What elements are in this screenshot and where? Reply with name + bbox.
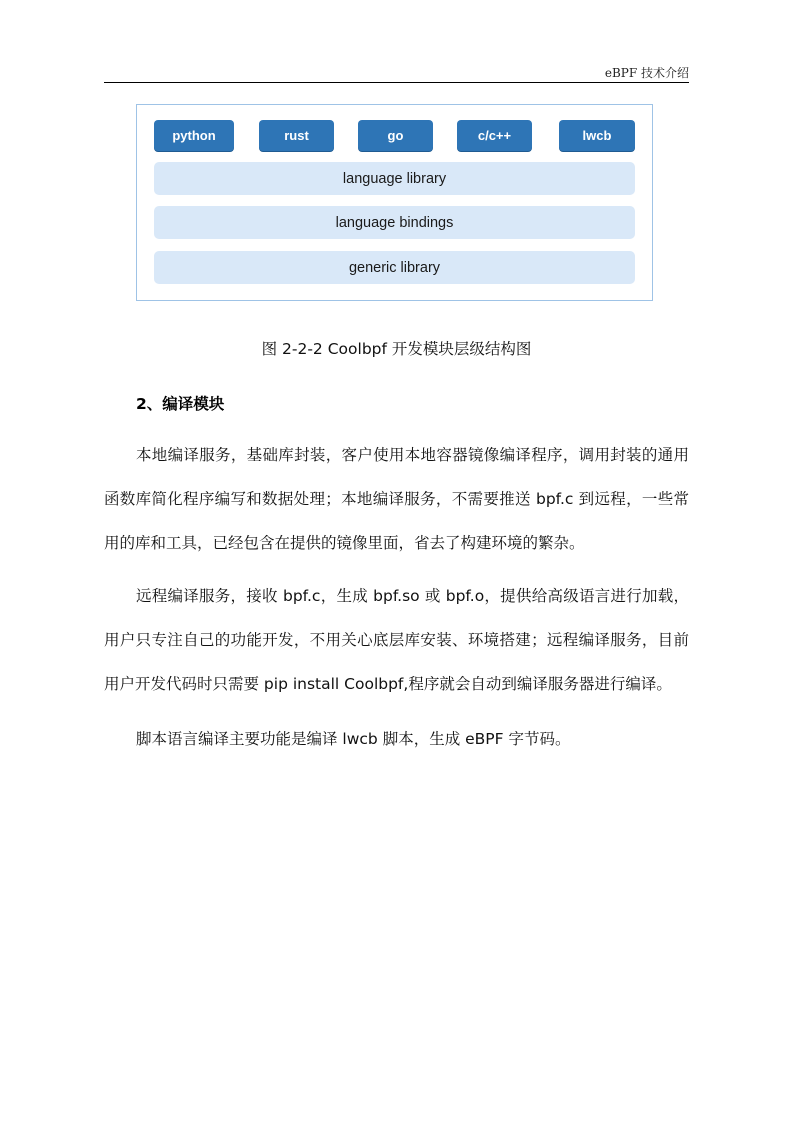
paragraph-local-compile: 本地编译服务，基础库封装，客户使用本地容器镜像编译程序，调用封装的通用函数库简化程序编写和数据处理；本地编译服务，不需要推送 bpf.c 到远程，一些常用的库和工具，已经包含在提供的镜像里面，省去了构建环境的繁杂。 (104, 446, 689, 552)
layer-language-library: language library (154, 162, 635, 195)
paragraph-script-compile: 脚本语言编译主要功能是编译 lwcb 脚本，生成 eBPF 字节码。 (136, 730, 571, 748)
header-divider (104, 82, 689, 83)
language-box-cpp: c/c++ (457, 120, 532, 151)
language-box-python: python (154, 120, 234, 151)
section-heading: 2、编译模块 (136, 395, 225, 413)
page-header-title: eBPF 技术介绍 (604, 66, 689, 80)
paragraph-remote-compile: 远程编译服务，接收 bpf.c，生成 bpf.so 或 bpf.o，提供给高级语言进行加载，用户只专注自己的功能开发，不用关心底层库安装、环境搭建；远程编译服务，目前用户开发代码时只需要 pip install Coolbpf,程序就会自动到编译服务器进行编译。 (104, 587, 689, 693)
figure-caption: 图 2-2-2 Coolbpf 开发模块层级结构图 (261, 340, 532, 358)
language-box-lwcb: lwcb (559, 120, 635, 151)
layer-language-bindings: language bindings (154, 206, 635, 239)
layer-generic-library: generic library (154, 251, 635, 284)
language-box-go: go (358, 120, 433, 151)
architecture-figure (136, 104, 653, 301)
language-box-rust: rust (259, 120, 334, 151)
